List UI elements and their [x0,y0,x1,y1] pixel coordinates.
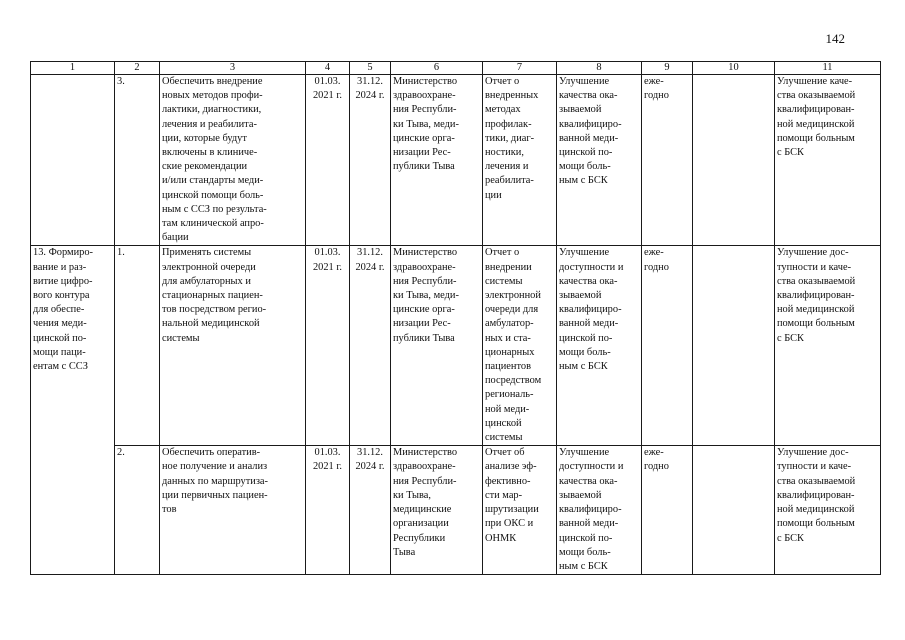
column-number: 11 [775,62,881,75]
section-cell: 13. Формиро- вание и раз- витие цифро- вого контура для обеспе- чения меди- цинской по- мощи паци- ентам с ССЗ [31,246,115,575]
column-number: 7 [483,62,557,75]
action-plan-table [30,61,881,575]
report-cell: Отчет об анализе эф- фективно- сти мар- шрутизации при ОКС и ОНМК [483,446,557,575]
column-number: 9 [642,62,693,75]
action-cell: Применять системы электронной очереди для амбулаторных и стационарных пациен- тов посредством регио- нальной медицинской системы [160,246,306,446]
column-number-row [31,62,881,75]
item-number-cell: 1. [115,246,160,446]
result-cell: Улучшение качества ока- зываемой квалифициро- ванной меди- цинской по- мощи боль- ным с БСК [557,75,642,246]
empty-cell [693,446,775,575]
column-number: 3 [160,62,306,75]
column-number: 10 [693,62,775,75]
section-cell [31,75,115,246]
start-date-cell: 01.03. 2021 г. [306,446,350,575]
page-number: 142 [825,31,845,46]
item-number-cell: 3. [115,75,160,246]
goal-cell: Улучшение дос- тупности и каче- ства оказываемой квалифицирован- ной медицинской помощи больным с БСК [775,246,881,446]
end-date-cell: 31.12. 2024 г. [350,446,391,575]
table-row [31,446,881,575]
column-number: 5 [350,62,391,75]
period-cell: еже- годно [642,75,693,246]
table-row [31,75,881,246]
empty-cell [693,246,775,446]
executor-cell: Министерство здравоохране- ния Республи- ки Тыва, меди- цинские орга- низации Рес- публики Тыва [391,75,483,246]
period-cell: еже- годно [642,246,693,446]
start-date-cell: 01.03. 2021 г. [306,75,350,246]
result-cell: Улучшение доступности и качества ока- зываемой квалифициро- ванной меди- цинской по- мощи боль- ным с БСК [557,246,642,446]
goal-cell: Улучшение каче- ства оказываемой квалифицирован- ной медицинской помощи больным с БСК [775,75,881,246]
item-number-cell: 2. [115,446,160,575]
report-cell: Отчет о внедрении системы электронной очереди для амбулатор- ных и ста- ционарных пациентов посредством региональ- ной меди- цинской системы [483,246,557,446]
empty-cell [693,75,775,246]
column-number: 6 [391,62,483,75]
action-cell: Обеспечить оператив- ное получение и анализ данных по маршрутиза- ции первичных пациен- тов [160,446,306,575]
column-number: 2 [115,62,160,75]
start-date-cell: 01.03. 2021 г. [306,246,350,446]
end-date-cell: 31.12. 2024 г. [350,75,391,246]
executor-cell: Министерство здравоохране- ния Республи- ки Тыва, медицинские организации Республики Тыва [391,446,483,575]
goal-cell: Улучшение дос- тупности и каче- ства оказываемой квалифицирован- ной медицинской помощи больным с БСК [775,446,881,575]
column-number: 4 [306,62,350,75]
end-date-cell: 31.12. 2024 г. [350,246,391,446]
report-cell: Отчет о внедренных методах профилак- тики, диаг- ностики, лечения и реабилита- ции [483,75,557,246]
column-number: 8 [557,62,642,75]
period-cell: еже- годно [642,446,693,575]
result-cell: Улучшение доступности и качества ока- зываемой квалифициро- ванной меди- цинской по- мощи боль- ным с БСК [557,446,642,575]
table-row [31,246,881,446]
column-number: 1 [31,62,115,75]
action-cell: Обеспечить внедрение новых методов профи- лактики, диагностики, лечения и реабилита- ции, которые будут включены в клиниче- ские рекомендации и/или стандарты меди- цинской помощи боль- ным с ССЗ по результа- там клинической апро- бации [160,75,306,246]
executor-cell: Министерство здравоохране- ния Республи- ки Тыва, меди- цинские орга- низации Рес- публики Тыва [391,246,483,446]
